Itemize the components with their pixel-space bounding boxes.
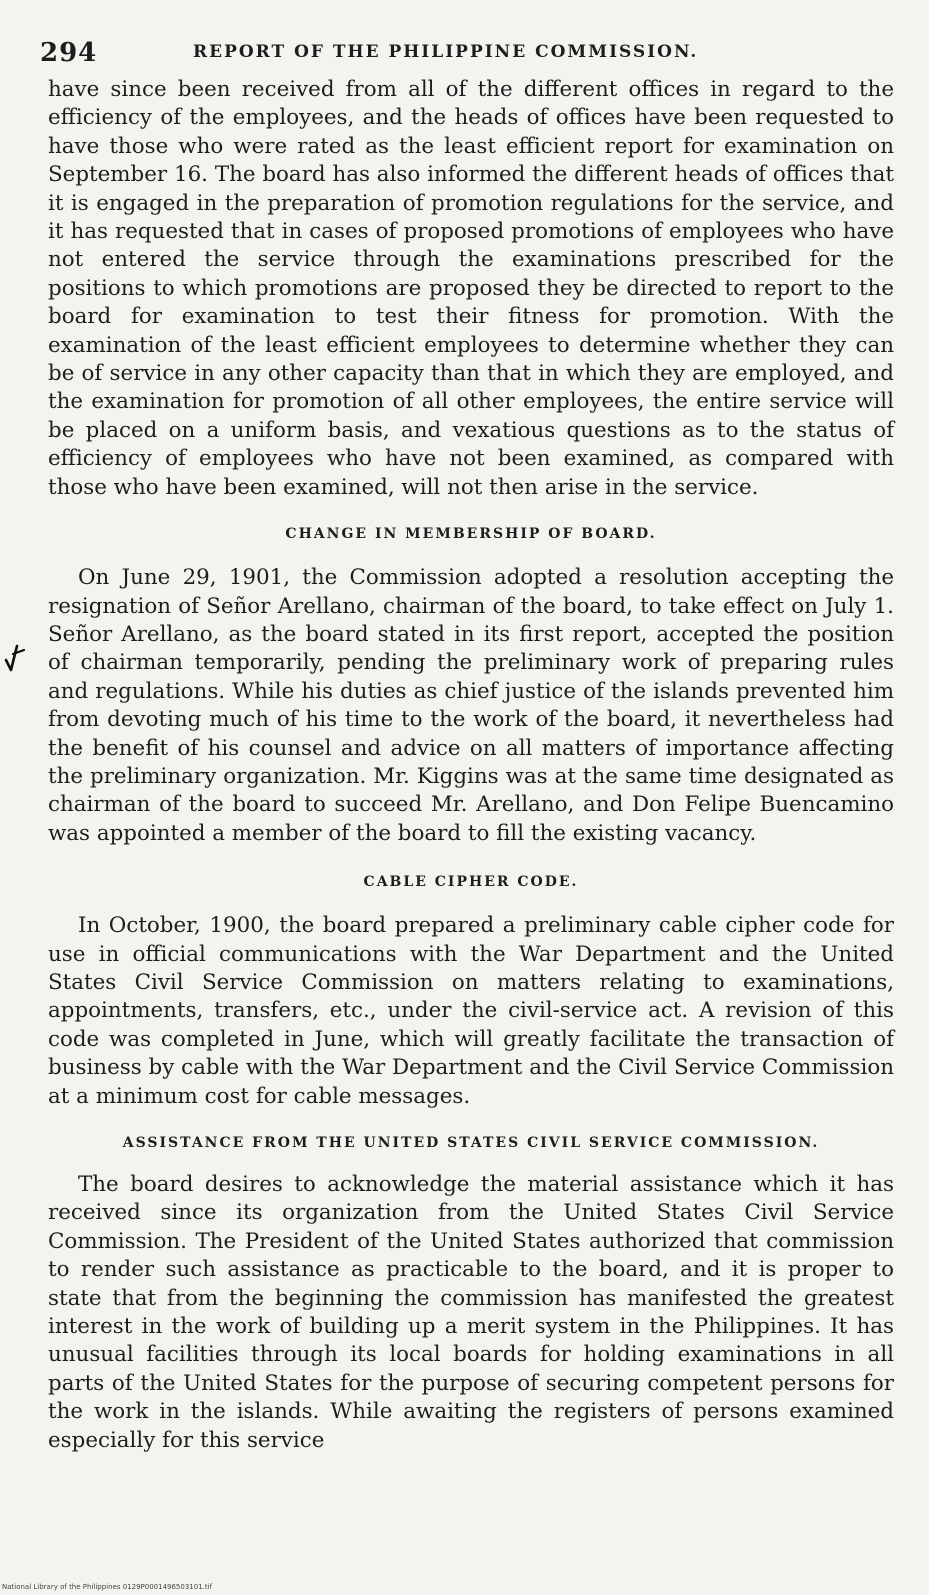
section-heading-cipher: CABLE CIPHER CODE. <box>363 874 579 891</box>
page-header <box>40 30 894 70</box>
scan-footer: National Library of the Philippines 0129P0001496503101.tif <box>2 1583 213 1591</box>
paragraph-cipher: In October, 1900, the board prepared a preliminary cable cipher code for use in official communications with the War Department and the United States Civil Service Commission on matters relating to examinations, appointments, transfers, etc., under the civil-service act. A revision of this code was completed in June, which will greatly facilitate the transaction of business by cable with the War Department and the Civil Service Commission at a minimum cost for cable messages. <box>48 913 894 1109</box>
section-heading-membership: CHANGE IN MEMBERSHIP OF BOARD. <box>285 526 657 543</box>
running-head: REPORT OF THE PHILIPPINE COMMISSION. <box>193 42 699 62</box>
paragraph-assistance: The board desires to acknowledge the material assistance which it has received since its organization from the United States Civil Service Commission. The President of the United States authorized that commission to render such assistance as practicable to the board, and it is proper to state that from the beginning the commission has manifested the greatest interest in the work of building up a merit system in the Philippines. It has unusual facilities through its local boards for holding examinations in all parts of the United States for the purpose of securing competent persons for the work in the islands. While awaiting the registers of persons examined especially for this service <box>48 1172 894 1453</box>
section-heading-assistance: ASSISTANCE FROM THE UNITED STATES CIVIL SERVICE COMMISSION. <box>122 1135 820 1151</box>
paragraph-efficiency: have since been received from all of the different offices in regard to the efficiency of the employees, and the heads of offices have been requested to have those who were rated as the least efficient report for examination on September 16. The board has also informed the different heads of offices that it is engaged in the preparation of promotion regulations for the service, and it has requested that in cases of proposed promotions of employees who have not entered the service through the examinations prescribed for the positions to which promotions are proposed they be directed to report to the board for examination to test their fitness for promotion. With the examination of the least efficient employees to determine whether they can be of service in any other capacity than that in which they are employed, and the examination for promotion of all other employees, the entire service will be placed on a uniform basis, and vexatious questions as to the status of efficiency of employees who have not been examined, as compared with those who have been examined, will not then arise in the service. <box>48 77 894 500</box>
paragraph-membership: On June 29, 1901, the Commission adopted a resolution accepting the resignation of Señor Arellano, chairman of the board, to take effect on July 1. Señor Arellano, as the board stated in its first report, accepted the position of chairman temporarily, pending the preliminary work of preparing rules and regulations. While his duties as chief justice of the islands prevented him from devoting much of his time to the work of the board, it nevertheless had the benefit of his counsel and advice on all matters of importance affecting the preliminary organization. Mr. Kiggins was at the same time designated as chairman of the board to succeed Mr. Arellano, and Don Felipe Buencamino was appointed a member of the board to fill the existing vacancy. <box>48 565 894 846</box>
handwritten-check-mark-icon <box>0 640 36 676</box>
page-number: 294 <box>40 38 98 68</box>
document-page <box>40 30 894 1455</box>
